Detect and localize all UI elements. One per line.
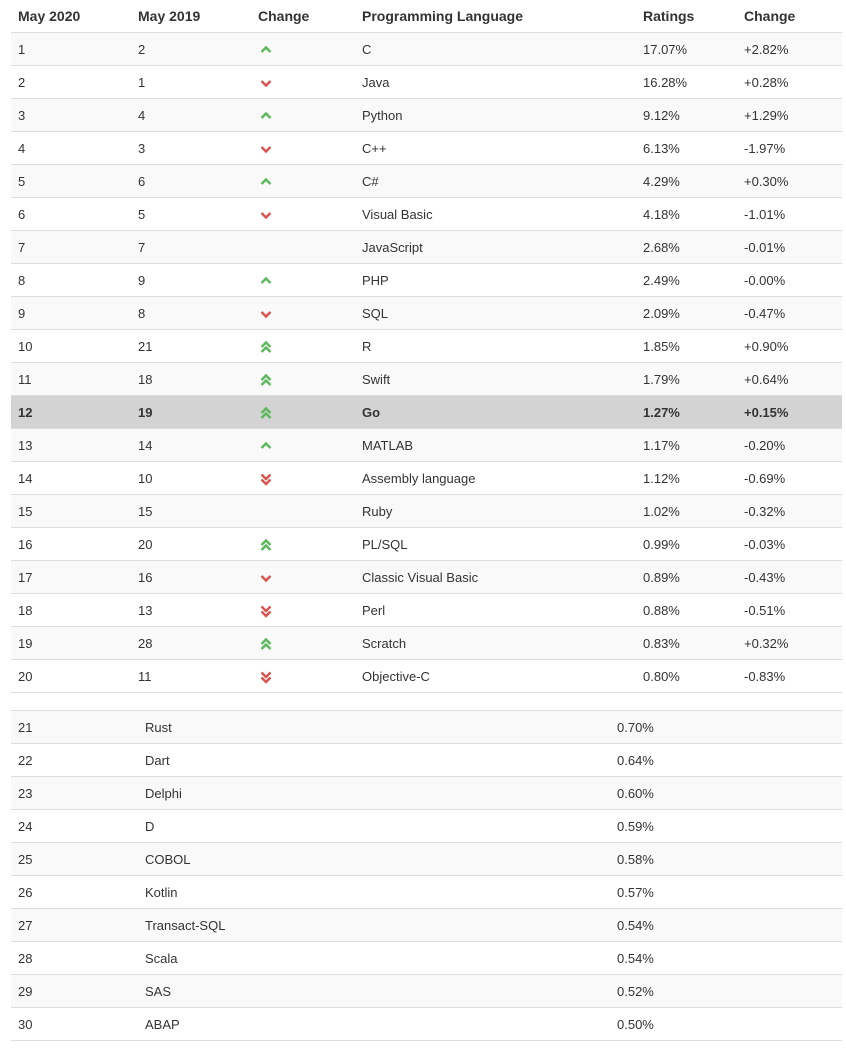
table-row xyxy=(11,843,842,876)
up-chevron-icon xyxy=(259,175,273,189)
table-row xyxy=(11,594,842,627)
rating-cell: 4.18% xyxy=(636,198,737,231)
language-cell: COBOL xyxy=(138,843,610,876)
rank-cell: 25 xyxy=(11,843,138,876)
table-row xyxy=(11,1008,842,1041)
rank-cell: 24 xyxy=(11,810,138,843)
previous-rank-cell: 1 xyxy=(131,66,251,99)
rating-cell: 2.09% xyxy=(636,297,737,330)
down-chevron-icon xyxy=(259,307,273,321)
rating-cell: 1.85% xyxy=(636,330,737,363)
rating-cell: 0.99% xyxy=(636,528,737,561)
table-row xyxy=(11,198,842,231)
previous-rank-cell: 18 xyxy=(131,363,251,396)
rating-change-cell: -0.51% xyxy=(737,594,842,627)
language-cell: SAS xyxy=(138,975,610,1008)
language-cell: ABAP xyxy=(138,1008,610,1041)
table-row xyxy=(11,429,842,462)
previous-rank-cell: 7 xyxy=(131,231,251,264)
language-cell: Rust xyxy=(138,711,610,744)
trend-cell xyxy=(251,33,355,66)
rating-cell: 9.12% xyxy=(636,99,737,132)
rating-cell: 0.60% xyxy=(610,777,842,810)
rating-change-cell: -0.03% xyxy=(737,528,842,561)
rating-change-cell: -0.43% xyxy=(737,561,842,594)
rank-cell: 20 xyxy=(11,660,131,693)
trend-cell xyxy=(251,297,355,330)
previous-rank-cell: 8 xyxy=(131,297,251,330)
up-double-chevron-icon xyxy=(259,406,273,420)
rank-cell: 2 xyxy=(11,66,131,99)
rating-cell: 0.54% xyxy=(610,909,842,942)
rating-change-cell: +1.29% xyxy=(737,99,842,132)
rank-cell: 26 xyxy=(11,876,138,909)
trend-cell xyxy=(251,132,355,165)
rating-cell: 2.68% xyxy=(636,231,737,264)
other-languages-body xyxy=(11,711,842,1041)
trend-cell xyxy=(251,198,355,231)
language-cell: Swift xyxy=(355,363,636,396)
rating-cell: 0.54% xyxy=(610,942,842,975)
rating-cell: 0.50% xyxy=(610,1008,842,1041)
rating-cell: 16.28% xyxy=(636,66,737,99)
top20-table xyxy=(11,0,842,693)
previous-rank-cell: 2 xyxy=(131,33,251,66)
table-row xyxy=(11,975,842,1008)
rank-cell: 19 xyxy=(11,627,131,660)
rank-cell: 23 xyxy=(11,777,138,810)
table-row xyxy=(11,744,842,777)
rating-cell: 1.79% xyxy=(636,363,737,396)
rating-change-cell: -0.01% xyxy=(737,231,842,264)
down-double-chevron-icon xyxy=(259,472,273,486)
up-chevron-icon xyxy=(259,109,273,123)
rank-cell: 18 xyxy=(11,594,131,627)
rank-cell: 10 xyxy=(11,330,131,363)
down-chevron-icon xyxy=(259,142,273,156)
table-row xyxy=(11,165,842,198)
rating-cell: 17.07% xyxy=(636,33,737,66)
trend-cell xyxy=(251,99,355,132)
table-row xyxy=(11,396,842,429)
header-rating-change: Change xyxy=(744,8,796,24)
rank-cell: 28 xyxy=(11,942,138,975)
language-cell: Python xyxy=(355,99,636,132)
language-cell: C# xyxy=(355,165,636,198)
rating-cell: 1.02% xyxy=(636,495,737,528)
table-row xyxy=(11,561,842,594)
previous-rank-cell: 16 xyxy=(131,561,251,594)
rating-cell: 0.80% xyxy=(636,660,737,693)
language-cell: JavaScript xyxy=(355,231,636,264)
trend-cell xyxy=(251,594,355,627)
rating-cell: 1.27% xyxy=(636,396,737,429)
other-languages-table xyxy=(11,710,842,1041)
table-row xyxy=(11,495,842,528)
top20-body xyxy=(11,33,842,693)
trend-cell xyxy=(251,231,355,264)
table-row xyxy=(11,66,842,99)
rating-change-cell: -0.83% xyxy=(737,660,842,693)
rank-cell: 6 xyxy=(11,198,131,231)
rank-cell: 30 xyxy=(11,1008,138,1041)
previous-rank-cell: 10 xyxy=(131,462,251,495)
table-row xyxy=(11,132,842,165)
trend-cell xyxy=(251,627,355,660)
rank-cell: 8 xyxy=(11,264,131,297)
language-cell: Go xyxy=(355,396,636,429)
previous-rank-cell: 6 xyxy=(131,165,251,198)
language-cell: D xyxy=(138,810,610,843)
trend-cell xyxy=(251,462,355,495)
down-chevron-icon xyxy=(259,208,273,222)
language-cell: R xyxy=(355,330,636,363)
language-cell: Assembly language xyxy=(355,462,636,495)
rating-cell: 2.49% xyxy=(636,264,737,297)
up-double-chevron-icon xyxy=(259,340,273,354)
table-row xyxy=(11,264,842,297)
previous-rank-cell: 21 xyxy=(131,330,251,363)
previous-rank-cell: 19 xyxy=(131,396,251,429)
rating-change-cell: +0.15% xyxy=(737,396,842,429)
previous-rank-cell: 20 xyxy=(131,528,251,561)
rating-change-cell: -1.97% xyxy=(737,132,842,165)
previous-rank-cell: 5 xyxy=(131,198,251,231)
down-double-chevron-icon xyxy=(259,604,273,618)
trend-cell xyxy=(251,66,355,99)
rank-cell: 5 xyxy=(11,165,131,198)
trend-cell xyxy=(251,429,355,462)
rank-cell: 11 xyxy=(11,363,131,396)
rating-cell: 0.59% xyxy=(610,810,842,843)
trend-cell xyxy=(251,561,355,594)
trend-cell xyxy=(251,495,355,528)
down-chevron-icon xyxy=(259,571,273,585)
table-row xyxy=(11,810,842,843)
language-cell: C++ xyxy=(355,132,636,165)
rating-change-cell: +0.32% xyxy=(737,627,842,660)
rating-change-cell: +0.90% xyxy=(737,330,842,363)
rank-cell: 9 xyxy=(11,297,131,330)
rating-cell: 4.29% xyxy=(636,165,737,198)
trend-cell xyxy=(251,660,355,693)
down-double-chevron-icon xyxy=(259,670,273,684)
down-chevron-icon xyxy=(259,76,273,90)
trend-cell xyxy=(251,396,355,429)
rank-cell: 15 xyxy=(11,495,131,528)
up-chevron-icon xyxy=(259,439,273,453)
rating-change-cell: -0.32% xyxy=(737,495,842,528)
language-cell: Scratch xyxy=(355,627,636,660)
language-cell: Visual Basic xyxy=(355,198,636,231)
language-cell: PL/SQL xyxy=(355,528,636,561)
table-row xyxy=(11,297,842,330)
previous-rank-cell: 9 xyxy=(131,264,251,297)
trend-cell xyxy=(251,363,355,396)
table-row xyxy=(11,711,842,744)
rank-cell: 17 xyxy=(11,561,131,594)
rating-change-cell: -1.01% xyxy=(737,198,842,231)
language-cell: Perl xyxy=(355,594,636,627)
header-row xyxy=(11,0,842,33)
rank-cell: 29 xyxy=(11,975,138,1008)
table-row xyxy=(11,231,842,264)
table-row xyxy=(11,942,842,975)
rating-change-cell: +0.64% xyxy=(737,363,842,396)
rating-cell: 1.12% xyxy=(636,462,737,495)
language-cell: MATLAB xyxy=(355,429,636,462)
previous-rank-cell: 14 xyxy=(131,429,251,462)
rating-change-cell: +0.30% xyxy=(737,165,842,198)
language-cell: Classic Visual Basic xyxy=(355,561,636,594)
table-row xyxy=(11,99,842,132)
rating-change-cell: -0.47% xyxy=(737,297,842,330)
up-double-chevron-icon xyxy=(259,637,273,651)
table-row xyxy=(11,777,842,810)
rank-cell: 1 xyxy=(11,33,131,66)
rating-cell: 1.17% xyxy=(636,429,737,462)
rating-cell: 0.58% xyxy=(610,843,842,876)
table-row xyxy=(11,330,842,363)
table-row xyxy=(11,462,842,495)
table-row xyxy=(11,528,842,561)
rating-change-cell: -0.00% xyxy=(737,264,842,297)
previous-rank-cell: 4 xyxy=(131,99,251,132)
rank-cell: 27 xyxy=(11,909,138,942)
rating-change-cell: +0.28% xyxy=(737,66,842,99)
language-cell: Scala xyxy=(138,942,610,975)
rating-change-cell: +2.82% xyxy=(737,33,842,66)
rank-cell: 14 xyxy=(11,462,131,495)
header-previous-rank: May 2019 xyxy=(138,8,201,24)
language-cell: Dart xyxy=(138,744,610,777)
up-chevron-icon xyxy=(259,274,273,288)
rank-cell: 3 xyxy=(11,99,131,132)
rating-cell: 0.89% xyxy=(636,561,737,594)
rating-cell: 0.57% xyxy=(610,876,842,909)
rating-cell: 0.83% xyxy=(636,627,737,660)
up-double-chevron-icon xyxy=(259,538,273,552)
previous-rank-cell: 28 xyxy=(131,627,251,660)
header-ratings: Ratings xyxy=(643,8,695,24)
table-row xyxy=(11,876,842,909)
rank-cell: 21 xyxy=(11,711,138,744)
trend-cell xyxy=(251,165,355,198)
rating-cell: 6.13% xyxy=(636,132,737,165)
previous-rank-cell: 13 xyxy=(131,594,251,627)
language-cell: Delphi xyxy=(138,777,610,810)
rank-cell: 7 xyxy=(11,231,131,264)
language-cell: Kotlin xyxy=(138,876,610,909)
rating-cell: 0.70% xyxy=(610,711,842,744)
up-chevron-icon xyxy=(259,43,273,57)
header-current-rank: May 2020 xyxy=(18,8,81,24)
previous-rank-cell: 3 xyxy=(131,132,251,165)
table-row xyxy=(11,627,842,660)
trend-cell xyxy=(251,330,355,363)
header-change: Change xyxy=(258,8,310,24)
language-cell: Ruby xyxy=(355,495,636,528)
table-row xyxy=(11,660,842,693)
trend-cell xyxy=(251,264,355,297)
rating-cell: 0.64% xyxy=(610,744,842,777)
rank-cell: 4 xyxy=(11,132,131,165)
previous-rank-cell: 11 xyxy=(131,660,251,693)
rating-cell: 0.88% xyxy=(636,594,737,627)
table-row xyxy=(11,909,842,942)
rankings-container xyxy=(11,0,842,1041)
trend-cell xyxy=(251,528,355,561)
table-row xyxy=(11,363,842,396)
language-cell: PHP xyxy=(355,264,636,297)
header-language: Programming Language xyxy=(362,8,524,24)
language-cell: SQL xyxy=(355,297,636,330)
rank-cell: 13 xyxy=(11,429,131,462)
rank-cell: 16 xyxy=(11,528,131,561)
rank-cell: 22 xyxy=(11,744,138,777)
language-cell: Transact-SQL xyxy=(138,909,610,942)
previous-rank-cell: 15 xyxy=(131,495,251,528)
language-cell: C xyxy=(355,33,636,66)
rating-cell: 0.52% xyxy=(610,975,842,1008)
rating-change-cell: -0.20% xyxy=(737,429,842,462)
up-double-chevron-icon xyxy=(259,373,273,387)
rank-cell: 12 xyxy=(11,396,131,429)
rating-change-cell: -0.69% xyxy=(737,462,842,495)
table-row xyxy=(11,33,842,66)
language-cell: Java xyxy=(355,66,636,99)
language-cell: Objective-C xyxy=(355,660,636,693)
